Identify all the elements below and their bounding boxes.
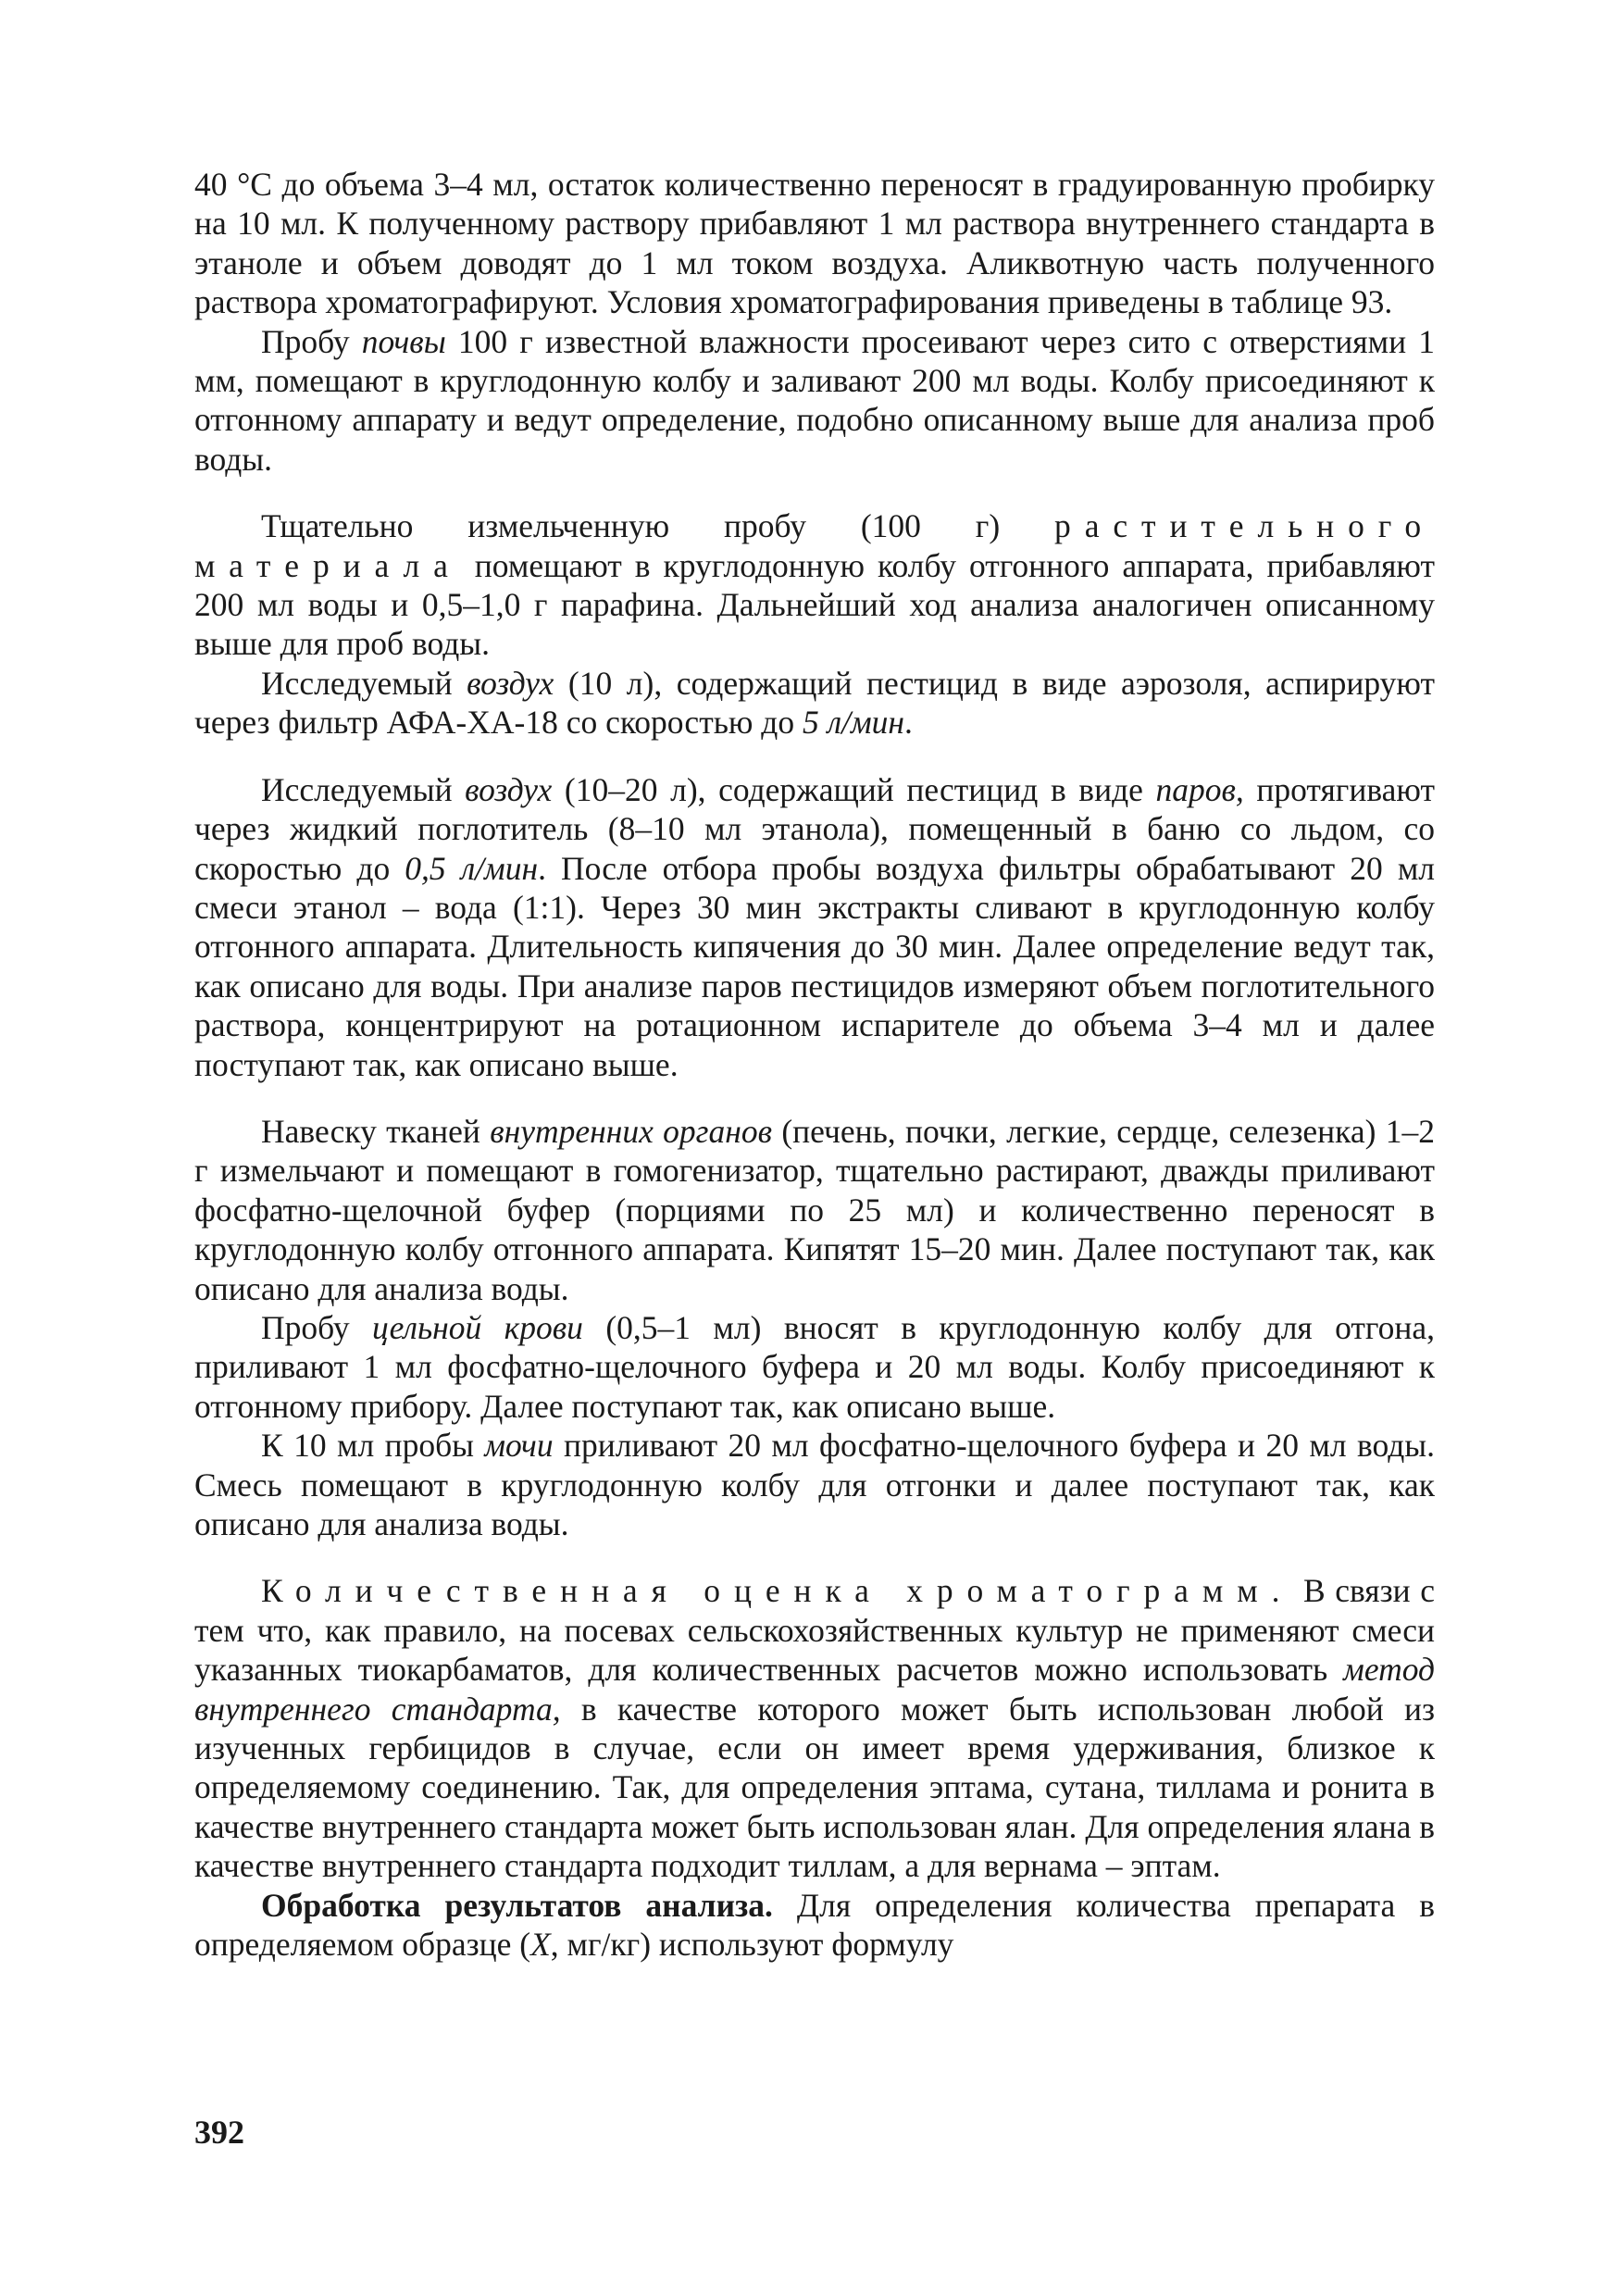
term-vapors: паров, <box>1155 770 1244 808</box>
term-whole-blood: цельной крови <box>372 1308 583 1346</box>
flow-rate: 5 л/мин <box>802 704 904 742</box>
term-air: воздух <box>467 664 554 702</box>
paragraph-lead: К 10 мл пробы <box>261 1427 485 1465</box>
paragraph-text: , мг/кг) используют формулу <box>550 1926 954 1964</box>
paragraph-lead: Навеску тканей <box>261 1112 491 1150</box>
term-soil: почвы <box>361 322 446 360</box>
paragraph-lead: Исследуемый <box>261 664 467 702</box>
variable-x: X <box>530 1926 551 1964</box>
paragraph-lead: Пробу <box>261 1308 372 1346</box>
paragraph-soil <box>194 322 1435 480</box>
term-urine: мочи <box>484 1427 554 1465</box>
page-body <box>194 165 1435 1964</box>
paragraph-continuation <box>194 165 1435 322</box>
paragraph-results-processing <box>194 1886 1435 1965</box>
paragraph-text: 40 °C до объема 3–4 мл, остаток количественно переносят в градуированную пробирку на 10 мл. К полученному раствору прибавляют 1 мл раствора внутреннего стандарта в этаноле и объем доводят до 1 мл током воздуха. Аликвотную часть полученного раствора хроматографируют. Условия хроматографирования приведены в таблице 93. <box>194 166 1435 321</box>
paragraph-whole-blood <box>194 1308 1435 1426</box>
term-air: воздух <box>465 770 553 808</box>
term-internal-organs: внутренних органов <box>490 1112 773 1150</box>
paragraph-text: . После отбора пробы воздуха фильтры обрабатывают 20 мл смеси этанол – вода (1:1). Через 30 мин экстракты сливают в круглодонную колбу отгонного аппарата. Длительность кипячения до 30 мин. Далее определение ведут так, как описано для воды. При анализе паров пестицидов измеряют объем поглотительного раствора, концентрируют на ротационном испарителе до объема 3–4 мл и далее поступают так, как описано выше. <box>194 849 1435 1083</box>
paragraph-quantitative-evaluation <box>194 1571 1435 1885</box>
section-heading-quantitative: Количественная оценка хроматограмм. <box>261 1572 1294 1610</box>
paragraph-internal-organs <box>194 1112 1435 1308</box>
paragraph-text: приливают 20 мл фосфатно-щелочного буфера и 20 мл воды. Смесь помещают в круглодонную колбу для отгонки и далее поступают так, как описано для анализа воды. <box>194 1427 1435 1542</box>
page-number: 392 <box>194 2114 244 2151</box>
paragraph-text: (10 л), содержащий пестицид в виде аэрозоля, аспирируют через фильтр АФА-ХА-18 со скоростью до <box>194 664 1435 742</box>
term-internal-standard: метод внутреннего стандарта, <box>194 1651 1435 1728</box>
paragraph-text: протягивают через жидкий поглотитель (8–10 мл этанола), помещенный в баню со льдом, со скоростью до <box>194 770 1435 887</box>
paragraph-lead: Пробу <box>261 322 362 360</box>
section-heading-results: Обработка результатов анализа. <box>261 1886 773 1924</box>
paragraph-end: . <box>903 704 913 742</box>
paragraph-urine <box>194 1426 1435 1543</box>
paragraph-lead: Исследуемый <box>261 770 466 808</box>
paragraph-air-aerosol <box>194 664 1435 742</box>
paragraph-plant-material <box>194 506 1435 664</box>
paragraph-text: помещают в круглодонную колбу отгонного аппарата, прибавляют 200 мл воды и 0,5–1,0 г парафина. Дальнейший ход анализа аналогичен описанному выше для проб воды. <box>194 546 1435 663</box>
paragraph-air-vapors <box>194 770 1435 1084</box>
paragraph-text: (печень, почки, легкие, сердце, селезенка) 1–2 г измельчают и помещают в гомогенизатор, тщательно растирают, дважды приливают фосфатно-щелочной буфер (порциями по 25 мл) и количественно переносят в круглодонную колбу отгонного аппарата. Кипятят 15–20 мин. Далее поступают так, как описано для анализа воды. <box>194 1112 1435 1307</box>
paragraph-text: в качестве которого может быть использован любой из изученных гербицидов в случае, если он имеет время удерживания, близкое к определяемому соединению. Так, для определения эптама, сутана, тиллама и ронита в качестве внутреннего стандарта может быть использован ялан. Для определения ялана в качестве внутреннего стандарта подходит тиллам, а для вернама – эптам. <box>194 1690 1435 1885</box>
paragraph-text: (10–20 л), содержащий пестицид в виде <box>552 770 1156 808</box>
paragraph-lead: Тщательно измельченную пробу (100 г) <box>261 507 1055 545</box>
paragraph-text: 100 г известной влажности просеивают через сито с отверстиями 1 мм, помещают в круглодонную колбу и заливают 200 мл воды. Колбу присоединяют к отгонному аппарату и ведут определение, подобно описанному выше для анализа проб воды. <box>194 322 1435 478</box>
paragraph-text: (0,5–1 мл) вносят в круглодонную колбу для отгона, приливают 1 мл фосфатно-щелочного буфера и 20 мл воды. Колбу присоединяют к отгонному прибору. Далее поступают так, как описано выше. <box>194 1308 1435 1425</box>
flow-rate: 0,5 л/мин <box>405 849 539 887</box>
paragraph-text: Для определения количества препарата в определяемом образце ( <box>194 1886 1435 1964</box>
paragraph-text: В связи с тем что, как правило, на посевах сельскохозяйственных культур не применяют смеси указанных тиокарбаматов, для количественных расчетов можно использовать <box>194 1572 1435 1689</box>
term-plant-material: растительного материала <box>194 507 1435 584</box>
